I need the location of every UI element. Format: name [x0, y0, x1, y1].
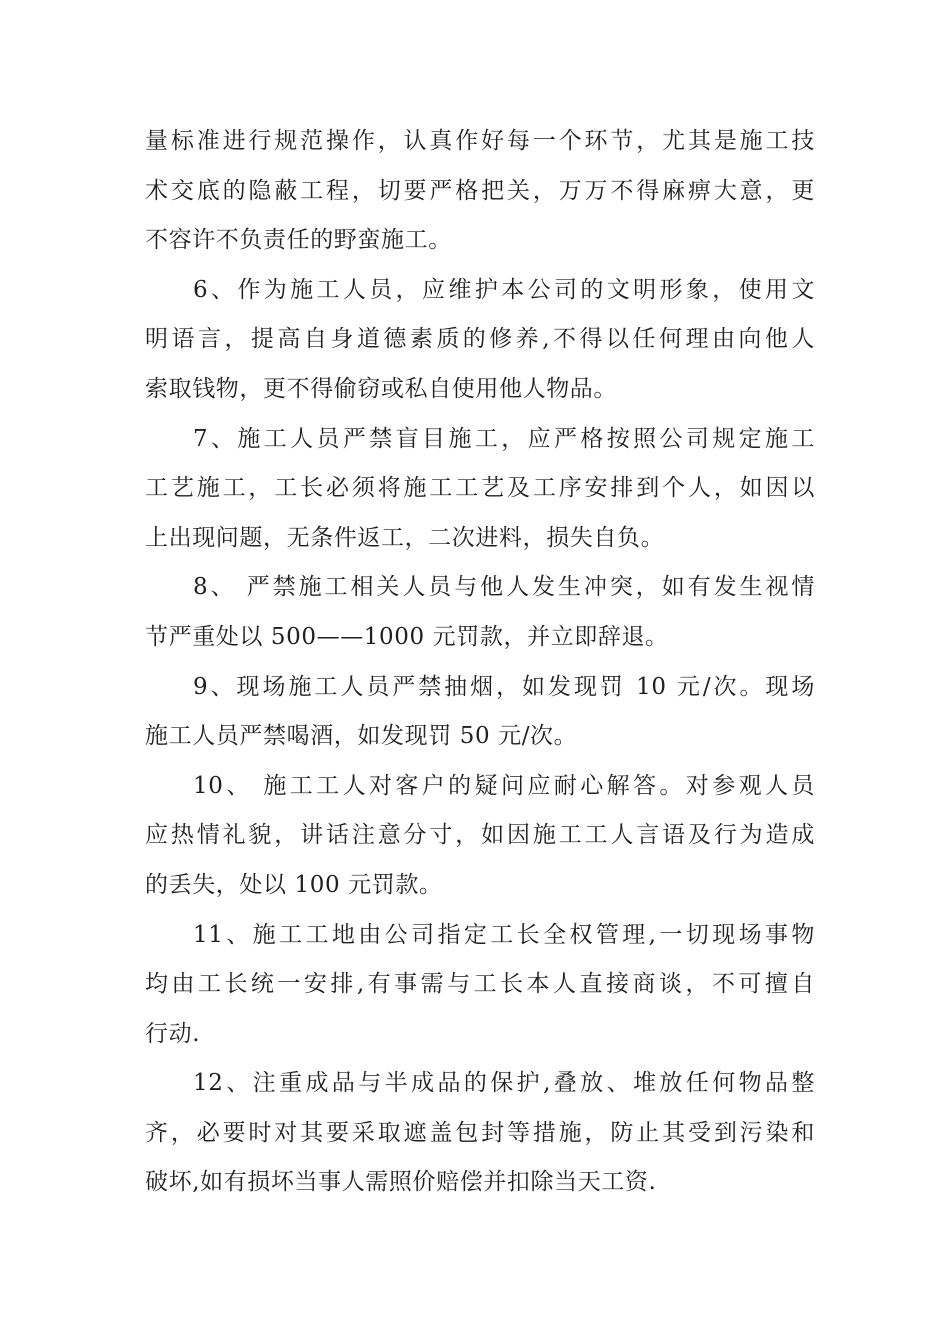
text-line: 量标准进行规范操作，认真作好每一个环节，尤其是施工技 — [145, 128, 815, 154]
text-line: 10、 施工工人对客户的疑问应耐心解答。对参观人员 — [193, 772, 815, 799]
text-line: 明语言，提高自身道德素质的修养,不得以任何理由向他人 — [145, 326, 815, 353]
text-line: 节严重处以 500——1000 元罚款，并立即辞退。 — [145, 623, 669, 650]
text-line: 行动. — [145, 1020, 201, 1047]
text-line: 7、施工人员严禁盲目施工，应严格按照公司规定施工 — [193, 425, 815, 452]
text-line: 上出现问题，无条件返工，二次进料，损失自负。 — [145, 524, 665, 551]
paragraph-9 — [145, 663, 815, 762]
text-line: 不容许不负责任的野蛮施工。 — [145, 227, 452, 254]
paragraph-7 — [145, 415, 815, 564]
text-line: 应热情礼貌，讲话注意分寸，如因施工工人言语及行为造成 — [145, 822, 815, 849]
text-line: 术交底的隐蔽工程，切要严格把关，万万不得麻痹大意，更 — [145, 177, 815, 204]
text-line: 6、作为施工人员，应维护本公司的文明形象，使用文 — [193, 276, 815, 303]
text-line: 9、现场施工人员严禁抽烟，如发现罚 10 元/次。现场 — [193, 673, 815, 700]
text-line: 工艺施工，工长必须将施工工艺及工序安排到个人，如因以 — [145, 475, 815, 502]
text-line: 11、施工工地由公司指定工长全权管理,一切现场事物 — [193, 921, 815, 948]
paragraph-6 — [145, 266, 815, 415]
paragraph-12 — [145, 1059, 815, 1208]
text-line: 齐，必要时对其要采取遮盖包封等措施，防止其受到污染和 — [145, 1119, 815, 1146]
text-line: 8、 严禁施工相关人员与他人发生冲突，如有发生视情 — [193, 574, 815, 601]
paragraph-10 — [145, 762, 815, 911]
text-line: 均由工长统一安排,有事需与工长本人直接商谈，不可擅自 — [145, 971, 815, 998]
text-line: 施工人员严禁喝酒，如发现罚 50 元/次。 — [145, 723, 578, 750]
paragraph-8 — [145, 563, 815, 662]
text-line: 索取钱物，更不得偷窃或私自使用他人物品。 — [145, 375, 617, 402]
paragraph-5-continued — [145, 117, 815, 266]
text-line: 破坏,如有损坏当事人需照价赔偿并扣除当天工资. — [145, 1169, 657, 1196]
paragraph-11 — [145, 911, 815, 1060]
document-body — [145, 117, 815, 1208]
text-line: 的丢失，处以 100 元罚款。 — [145, 871, 443, 898]
text-line: 12、注重成品与半成品的保护,叠放、堆放任何物品整 — [193, 1070, 815, 1097]
